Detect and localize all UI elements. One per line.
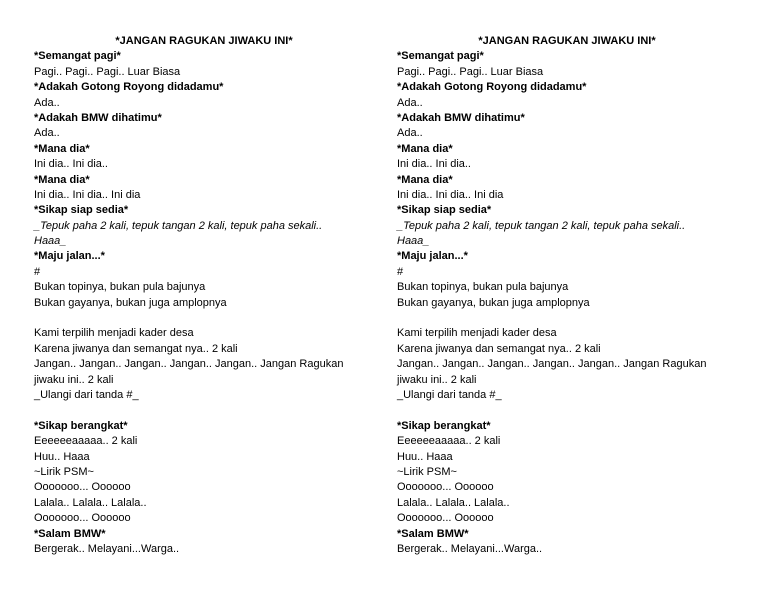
lyric-line: ~Lirik PSM~ (397, 465, 457, 478)
lyric-heading: *Adakah Gotong Royong didadamu* (34, 81, 224, 94)
lyric-line: Ooooooo... Oooooo (397, 512, 494, 525)
lyric-heading: *Mana dia* (34, 173, 90, 186)
lyric-line: Bergerak.. Melayani...Warga.. (34, 542, 180, 555)
document-title: *JANGAN RAGUKAN JIWAKU INI* (478, 35, 656, 47)
lyric-line: Bukan gayanya, bukan juga amplopnya (34, 296, 227, 309)
lyric-line: Huu.. Haaa (34, 450, 90, 463)
lyric-heading: *Salam BMW* (34, 527, 106, 540)
lyric-line: Bukan topinya, bukan pula bajunya (34, 281, 206, 294)
lyric-line: ~Lirik PSM~ (34, 465, 94, 478)
lyric-heading: *Maju jalan...* (34, 250, 105, 263)
lyric-heading: *Sikap berangkat* (397, 419, 491, 432)
lyric-heading: *Sikap siap sedia* (34, 204, 129, 217)
lyric-line: Ooooooo... Oooooo (34, 512, 131, 525)
lyric-heading: *Mana dia* (397, 173, 453, 186)
blank-line (397, 311, 737, 326)
lyric-line: Huu.. Haaa (397, 450, 453, 463)
lyric-line: jiwaku ini.. 2 kali (397, 373, 477, 386)
lyric-line: Pagi.. Pagi.. Pagi.. Luar Biasa (34, 65, 181, 78)
lyric-line: # (34, 265, 41, 278)
lyric-line: Eeeeeeaaaaa.. 2 kali (397, 435, 501, 448)
lyric-line: _Ulangi dari tanda #_ (397, 388, 502, 401)
lyric-line: Ini dia.. Ini dia.. (397, 158, 471, 171)
blank-line (34, 311, 374, 326)
blank-line (397, 403, 737, 418)
lyric-line: Ini dia.. Ini dia.. (34, 158, 108, 171)
lyric-line: Ada.. (34, 127, 60, 140)
lyric-line: Kami terpilih menjadi kader desa (34, 327, 194, 340)
lyrics-body (397, 49, 737, 557)
lyric-heading: *Mana dia* (34, 142, 90, 155)
right-column (397, 34, 737, 557)
lyric-line: Ini dia.. Ini dia.. Ini dia (397, 188, 504, 201)
lyric-line: Ada.. (397, 127, 423, 140)
lyric-line: Eeeeeeaaaaa.. 2 kali (34, 435, 138, 448)
lyric-heading: *Semangat pagi* (397, 50, 484, 63)
lyric-line: _Ulangi dari tanda #_ (34, 388, 139, 401)
lyric-heading: *Adakah Gotong Royong didadamu* (397, 81, 587, 94)
lyric-heading: *Adakah BMW dihatimu* (397, 111, 525, 124)
lyric-heading: *Sikap berangkat* (34, 419, 128, 432)
lyric-line: _Tepuk paha 2 kali, tepuk tangan 2 kali, tepuk paha sekali.. (397, 219, 686, 232)
lyric-line: Ini dia.. Ini dia.. Ini dia (34, 188, 141, 201)
lyric-line: Ada.. (34, 96, 60, 109)
lyric-heading: *Adakah BMW dihatimu* (34, 111, 162, 124)
lyric-heading: *Mana dia* (397, 142, 453, 155)
lyric-heading: *Salam BMW* (397, 527, 469, 540)
lyric-line: Bukan topinya, bukan pula bajunya (397, 281, 569, 294)
lyric-line: Bukan gayanya, bukan juga amplopnya (397, 296, 590, 309)
lyric-line: # (397, 265, 404, 278)
lyric-line: Ada.. (397, 96, 423, 109)
lyric-line: Karena jiwanya dan semangat nya.. 2 kali (34, 342, 238, 355)
lyric-line: Haaa_ (397, 235, 430, 248)
lyric-line: jiwaku ini.. 2 kali (34, 373, 114, 386)
lyric-line: Lalala.. Lalala.. Lalala.. (397, 496, 510, 509)
lyric-line: Jangan.. Jangan.. Jangan.. Jangan.. Jangan.. Jangan Ragukan (397, 358, 707, 371)
lyric-line: Bergerak.. Melayani...Warga.. (397, 542, 543, 555)
blank-line (34, 403, 374, 418)
lyric-line: Kami terpilih menjadi kader desa (397, 327, 557, 340)
lyric-line: Lalala.. Lalala.. Lalala.. (34, 496, 147, 509)
lyric-line: Ooooooo... Oooooo (34, 481, 131, 494)
lyric-heading: *Maju jalan...* (397, 250, 468, 263)
document-title: *JANGAN RAGUKAN JIWAKU INI* (115, 35, 293, 47)
lyric-line: Ooooooo... Oooooo (397, 481, 494, 494)
lyric-line: Haaa_ (34, 235, 67, 248)
lyric-line: Pagi.. Pagi.. Pagi.. Luar Biasa (397, 65, 544, 78)
lyric-heading: *Semangat pagi* (34, 50, 121, 63)
lyric-heading: *Sikap siap sedia* (397, 204, 492, 217)
lyrics-body (34, 49, 374, 557)
lyric-line: Jangan.. Jangan.. Jangan.. Jangan.. Jangan.. Jangan Ragukan (34, 358, 344, 371)
left-column (34, 34, 374, 557)
lyric-line: _Tepuk paha 2 kali, tepuk tangan 2 kali, tepuk paha sekali.. (34, 219, 323, 232)
lyric-line: Karena jiwanya dan semangat nya.. 2 kali (397, 342, 601, 355)
